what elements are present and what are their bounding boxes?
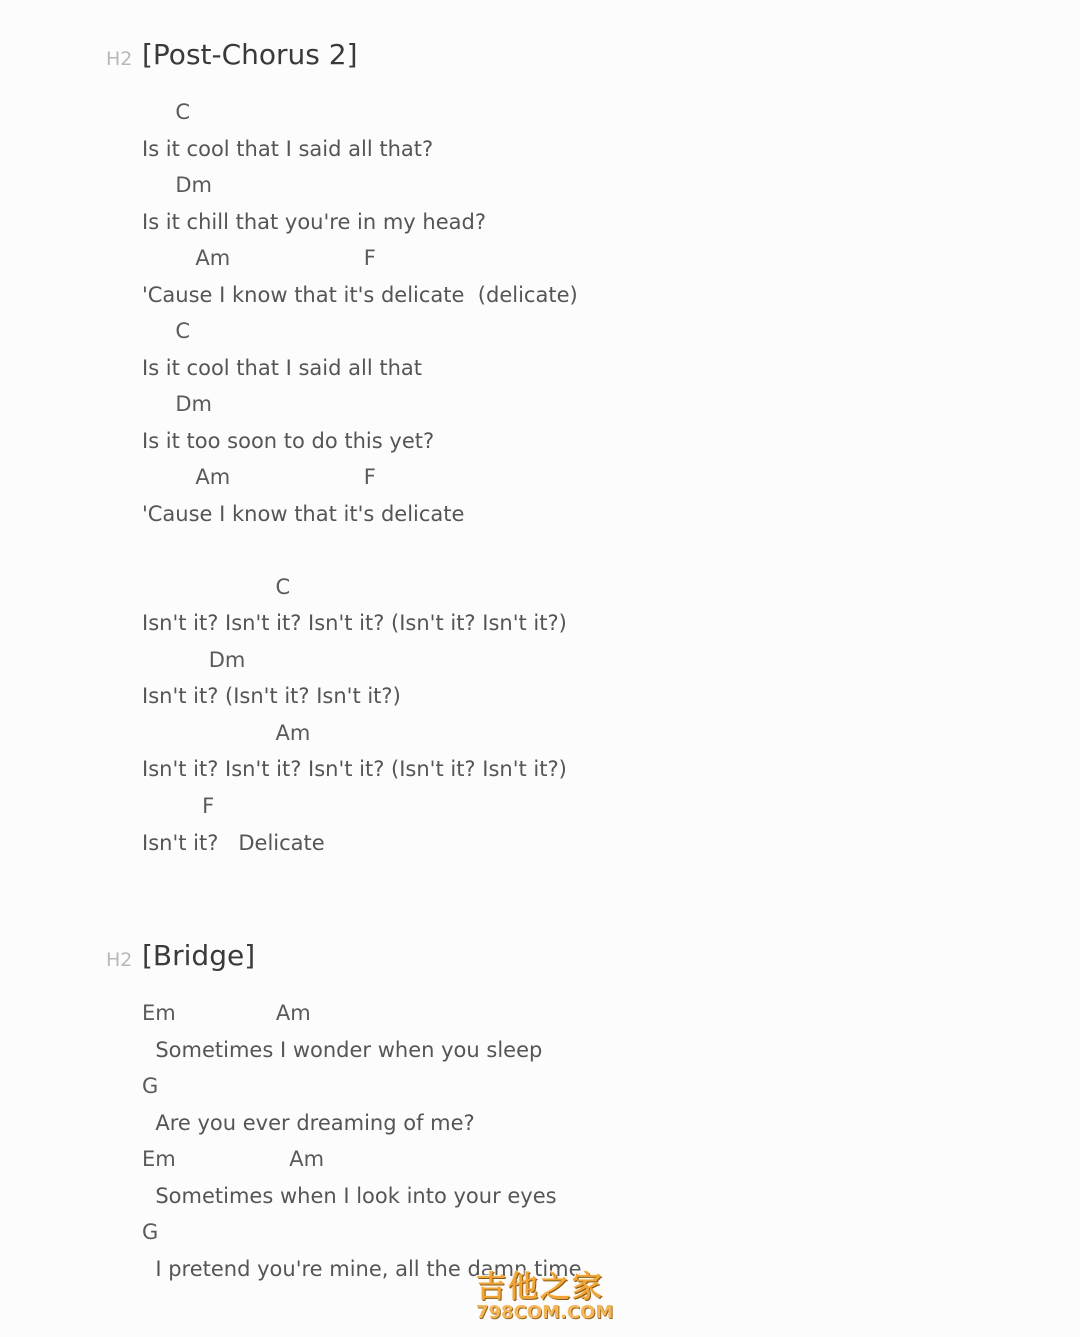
watermark-en-text: 798COM.COM xyxy=(476,1302,614,1323)
h2-marker: H2 xyxy=(106,48,133,70)
chord-line: Dm xyxy=(142,173,213,197)
chord-line: Am F xyxy=(142,465,376,489)
lyric-line: Is it cool that I said all that? xyxy=(142,137,434,161)
lyric-line: Isn't it? (Isn't it? Isn't it?) xyxy=(142,684,401,708)
lyric-line: 'Cause I know that it's delicate xyxy=(142,502,465,526)
chord-line: Em Am xyxy=(142,1147,325,1171)
chord-line: C xyxy=(142,575,291,599)
lyric-line: Isn't it? Isn't it? Isn't it? (Isn't it? Isn't it?) xyxy=(142,757,567,781)
chord-line: C xyxy=(142,319,191,343)
site-watermark xyxy=(470,1262,630,1332)
lyric-line: Isn't it? Isn't it? Isn't it? (Isn't it? Isn't it?) xyxy=(142,611,567,635)
lyric-line: Is it too soon to do this yet? xyxy=(142,429,435,453)
lyric-line: Sometimes when I look into your eyes xyxy=(142,1184,557,1208)
section-title: [Post-Chorus 2] xyxy=(142,38,358,71)
chord-line: Dm xyxy=(142,392,213,416)
chord-line: Em Am xyxy=(142,1001,311,1025)
lyric-line: Are you ever dreaming of me? xyxy=(142,1111,475,1135)
chord-line: F xyxy=(142,794,215,818)
lyric-line: Isn't it? Delicate xyxy=(142,831,325,855)
lyric-line: I pretend you're mine, all the damn time xyxy=(142,1257,582,1281)
chord-line: G xyxy=(142,1220,159,1244)
chord-line: Am xyxy=(142,721,311,745)
chord-line: Dm xyxy=(142,648,246,672)
lyric-line: 'Cause I know that it's delicate (delicate) xyxy=(142,283,578,307)
lyric-line: Is it chill that you're in my head? xyxy=(142,210,486,234)
section-title: [Bridge] xyxy=(142,939,256,972)
lyric-line: Sometimes I wonder when you sleep xyxy=(142,1038,543,1062)
chord-line: C xyxy=(142,100,191,124)
watermark-cn-text: 吉他之家 xyxy=(476,1270,604,1305)
lyric-line: Is it cool that I said all that xyxy=(142,356,423,380)
chord-line: Am F xyxy=(142,246,376,270)
h2-marker: H2 xyxy=(106,949,133,971)
chord-line: G xyxy=(142,1074,159,1098)
